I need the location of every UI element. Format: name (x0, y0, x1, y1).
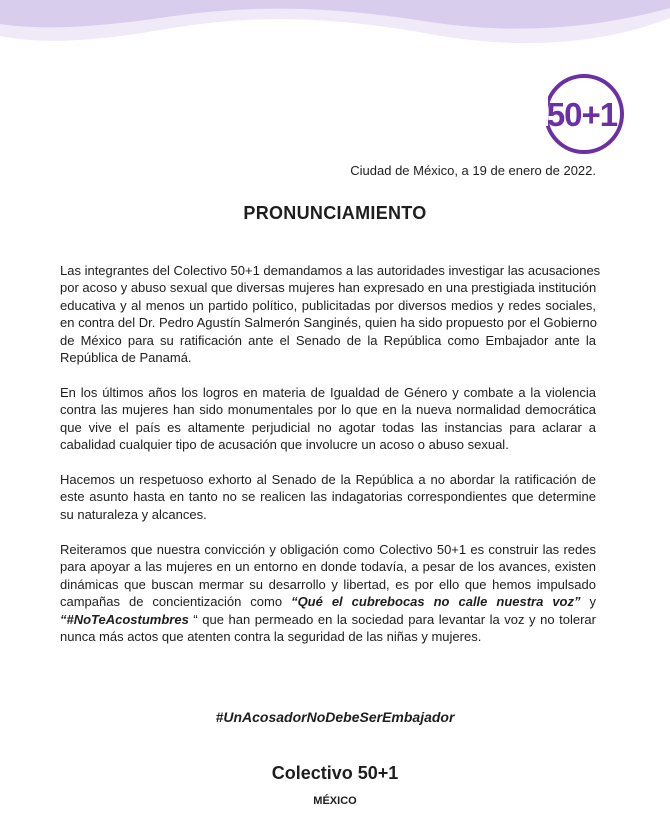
colectivo-50-1-logo (536, 66, 632, 162)
paragraph-4 (60, 541, 596, 645)
paragraph-line: Reiteramos que nuestra convicción y obligación como Colectivo 50+1 es construir las redes (60, 542, 596, 557)
campaign-name-cubrebocas: “Qué el cubrebocas no calle nuestra voz” (291, 594, 581, 610)
paragraph-line: nunca más actos que atenten contra la seguridad de las niñas y mujeres. (60, 629, 482, 645)
paragraph-line: que vive el país es altamente perjudicial no agotar todas las instancias para aclarar a (60, 419, 596, 435)
paragraph-line: en contra del Dr. Pedro Agustín Salmerón Sanginés, quien ha sido propuesto por el Gobierno (60, 315, 597, 331)
paragraph-line: educativa y al menos un partido político, publicitadas por diversos medios y redes sociales, (60, 297, 596, 313)
signature-organization: Colectivo 50+1 (271, 763, 399, 783)
paragraph-1 (60, 262, 601, 366)
signature-country: MÉXICO (313, 795, 357, 807)
paragraph-line-campaigns-2 (60, 611, 596, 628)
paragraph-line: cabalidad cualquier tipo de acusación que involucre un acoso o abuso sexual. (60, 437, 509, 453)
campaign-conjunction: y (580, 594, 596, 610)
logo-text: 50+1 (546, 96, 618, 133)
paragraph-line: dinámicas que buscan mermar su desarrollo y libertad, es por ello que hemos impulsado (60, 576, 596, 592)
paragraph-line-campaigns (60, 593, 596, 610)
paragraph-line: República de Panamá. (60, 350, 192, 366)
paragraph-line: su naturaleza y alcances. (60, 506, 207, 522)
paragraph-3 (60, 471, 596, 523)
document-title: PRONUNCIAMIENTO (243, 203, 427, 223)
closing-hashtag: #UnAcosadorNoDebeSerEmbajador (215, 709, 455, 725)
campaign-trailing-text: “ que han permeado en la sociedad para levantar la voz y no tolerar (188, 611, 596, 627)
campaign-name-noteacostumbres: “#NoTeAcostumbres (60, 611, 189, 627)
paragraph-2 (60, 384, 596, 454)
paragraph-line: de México para su ratificación ante el Senado de la República como Embajador ante la (60, 332, 596, 348)
date-line: Ciudad de México, a 19 de enero de 2022. (350, 163, 596, 178)
paragraph-line: para apoyar a las mujeres en un entorno en donde todavía, a pesar de los avances, existen (60, 559, 596, 575)
paragraph-line: contra las mujeres han sido monumentales por lo que en la nueva normalidad democrática (60, 402, 596, 418)
header-wave-decoration (0, 0, 670, 70)
paragraph-line: por acoso y abuso sexual que diversas mujeres han expresado en una prestigiada institución (60, 280, 597, 296)
paragraph-line: Hacemos un respetuoso exhorto al Senado de la República a no abordar la ratificación de (60, 472, 596, 487)
campaign-lead-text: campañas de concientización como (60, 594, 292, 610)
paragraph-line: Las integrantes del Colectivo 50+1 demandamos a las autoridades investigar las acusaciones (60, 263, 601, 278)
paragraph-line: En los últimos años los logros en materia de Igualdad de Género y combate a la violencia (60, 385, 596, 400)
paragraph-line: este asunto hasta en tanto no se realicen las indagatorias correspondientes que determine (60, 489, 596, 505)
